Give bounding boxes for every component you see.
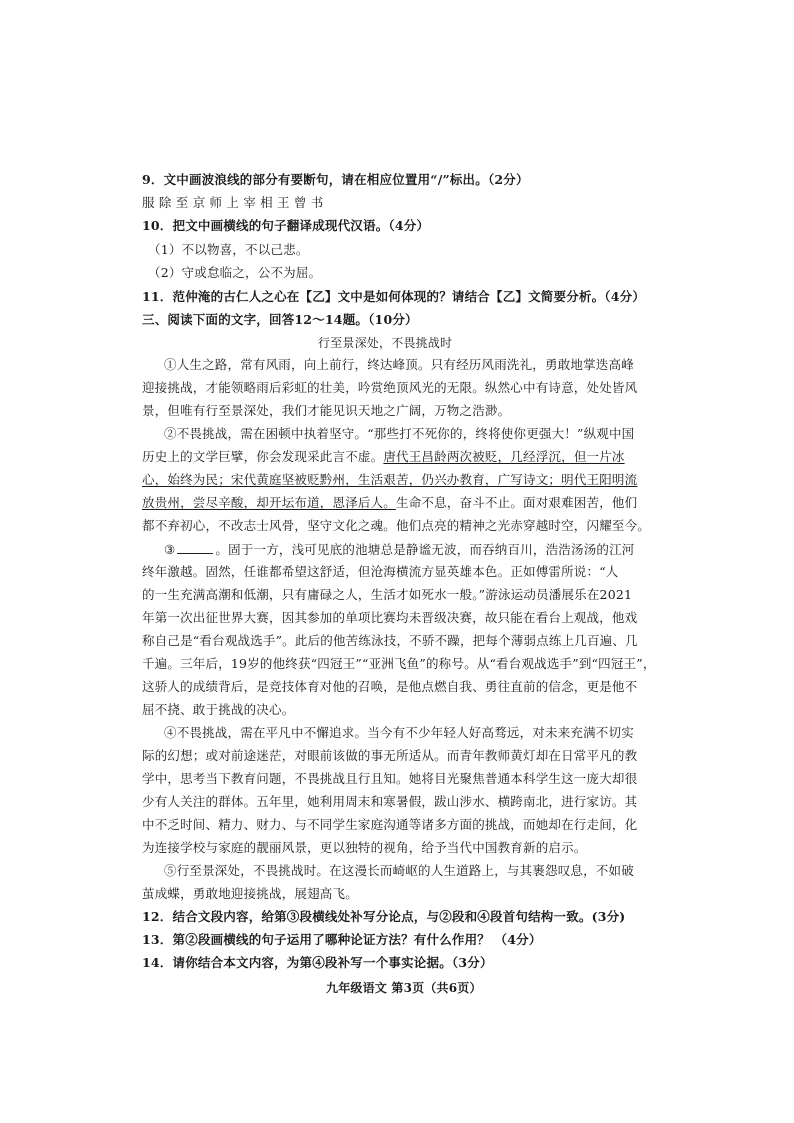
question-10-item-1: （1）不以物喜，不以己悲。 <box>148 242 309 257</box>
paragraph-3-text: 。固于一方，浅可见底的池塘总是静谧无波，而吞纳百川，浩浩汤汤的江河 <box>215 542 635 557</box>
question-9-sentence: 服 除 至 京 师 上 宰 相 王 曾 书 <box>142 195 324 210</box>
paragraph-2-line: ②不畏挑战，需在困顿中执着坚守。“那些打不死你的，终将使你更强大！”纵观中国 <box>164 426 635 441</box>
paragraph-4-line: 为连接学校与家庭的靓丽风景，更以独特的视角，给予当代中国教育新的启示。 <box>142 840 587 855</box>
paragraph-4-line: 际的幻想；或对前途迷茫，对眼前该做的事无所适从。而青年教师黄灯却在日常平凡的教 <box>142 748 638 763</box>
paragraph-1-line: ①人生之路，常有风雨，向上前行，终达峰顶。只有经历风雨洗礼，勇敢地掌迭高峰 <box>164 357 634 372</box>
paragraph-1-line: 景，但唯有行至景深处，我们才能见识天地之广阔，万物之浩渺。 <box>142 403 511 418</box>
section-3-heading: 三、阅读下面的文字，回答12～14题。（10分） <box>142 312 418 327</box>
paragraph-3-line: 千遍。三年后，19岁的他终获“四冠王”“亚洲飞鱼”的称号。从“看台观战选手”到“四冠王”， <box>142 656 656 671</box>
question-12: 12．结合文段内容，给第③段横线处补写分论点，与②段和④段首句结构一致。(3分) <box>142 909 626 924</box>
underlined-sentence: 放贵州，尝尽辛酸，却开坛布道，恩泽后人。 <box>142 495 397 510</box>
underlined-sentence: 心，始终为民；宋代黄庭坚被贬黔州，生活艰苦，仍兴办教育，广写诗文；明代王阳明流 <box>142 472 638 487</box>
question-11: 11．范仲淹的古仁人之心在【乙】文中是如何体现的？请结合【乙】文简要分析。（4分） <box>142 289 646 304</box>
article-title: 行至景深处，不畏挑战时 <box>318 336 453 350</box>
paragraph-3-line: 称自己是“看台观战选手”。此后的他苦练泳技，不骄不躁，把每个薄弱点练上几百遍、几 <box>142 633 638 648</box>
paragraph-4-line: 少有人关注的群体。五年里，她利用周末和寒暑假，跋山涉水、横跨南北，进行家访。其 <box>142 794 638 809</box>
question-13: 13．第②段画横线的句子运用了哪种论证方法？有什么作用？ （4分） <box>142 932 542 947</box>
paragraph-5-line: 茧成蝶，勇敢地迎接挑战，展翅高飞。 <box>142 886 358 901</box>
paragraph-2-text: 历史上的文学巨擘，你会发现采此言不虚。 <box>142 449 384 464</box>
paragraph-4-line: 学中，思考当下教育问题，不畏挑战且行且知。她将目光聚焦普通本科学生这一庞大却很 <box>142 771 638 786</box>
fill-in-blank <box>177 541 213 554</box>
paragraph-3-number: ③ <box>164 542 176 557</box>
question-10-item-2: （2）守或怠临之，公不为屈。 <box>148 265 322 280</box>
paragraph-3-line <box>164 541 635 558</box>
question-14: 14．请你结合本文内容，为第④段补写一个事实论据。（3分） <box>142 955 493 970</box>
paragraph-3-line: 终年激越。固然，任谁都希望这舒适，但沧海横流方显英雄本色。正如傅雷所说：“人 <box>142 564 619 579</box>
question-10: 10．把文中画横线的句子翻译成现代汉语。（4分） <box>142 218 430 233</box>
paragraph-2-line <box>142 495 637 511</box>
paragraph-1-line: 迎接挑战，才能领略雨后彩虹的壮美，吟赏绝顶风光的无限。纵然心中有诗意，处处皆风 <box>142 380 638 395</box>
underlined-sentence: 唐代王昌龄两次被贬，几经浮沉，但一片冰 <box>383 449 625 464</box>
paragraph-5-line: ⑤行至景深处，不畏挑战时。在这漫长而崎岖的人生道路上，与其裹怨叹息，不如破 <box>164 863 634 878</box>
page-footer: 九年级语文 第3页（共6页） <box>326 981 482 995</box>
paragraph-3-line: 这骄人的成绩背后，是竞技体育对他的召唤，是他点燃自我、勇往直前的信念，更是他不 <box>142 679 638 694</box>
paragraph-3-line: 的一生充满高潮和低潮，只有庸碌之人，生活才如死水一般。”游泳运动员潘展乐在2021 <box>142 587 633 602</box>
paragraph-4-line: ④不畏挑战，需在平凡中不懈追求。当今有不少年轻人好高骛远，对未来充满不切实 <box>164 725 634 740</box>
question-9: 9．文中画波浪线的部分有要断句，请在相应位置用“/”标出。（2分） <box>142 172 529 187</box>
paragraph-4-line: 中不乏时间、精力、财力、与不同学生家庭沟通等诸多方面的挑战，而她却在行走间，化 <box>142 817 638 832</box>
paragraph-2-line: 都不弃初心，不改志士风骨，坚守文化之魂。他们点亮的精神之光赤穿越时空，闪耀至今。 <box>142 518 651 533</box>
paragraph-2-text: 生命不息，奋斗不止。面对艰难困苦，他们 <box>396 495 638 510</box>
paragraph-3-line: 屈不挠、敢于挑战的决心。 <box>142 702 295 717</box>
paragraph-2-line <box>142 449 625 465</box>
paragraph-3-line: 年第一次出征世界大赛，因其参加的单项比赛均未晋级决赛，故只能在看台上观战，他戏 <box>142 610 638 625</box>
